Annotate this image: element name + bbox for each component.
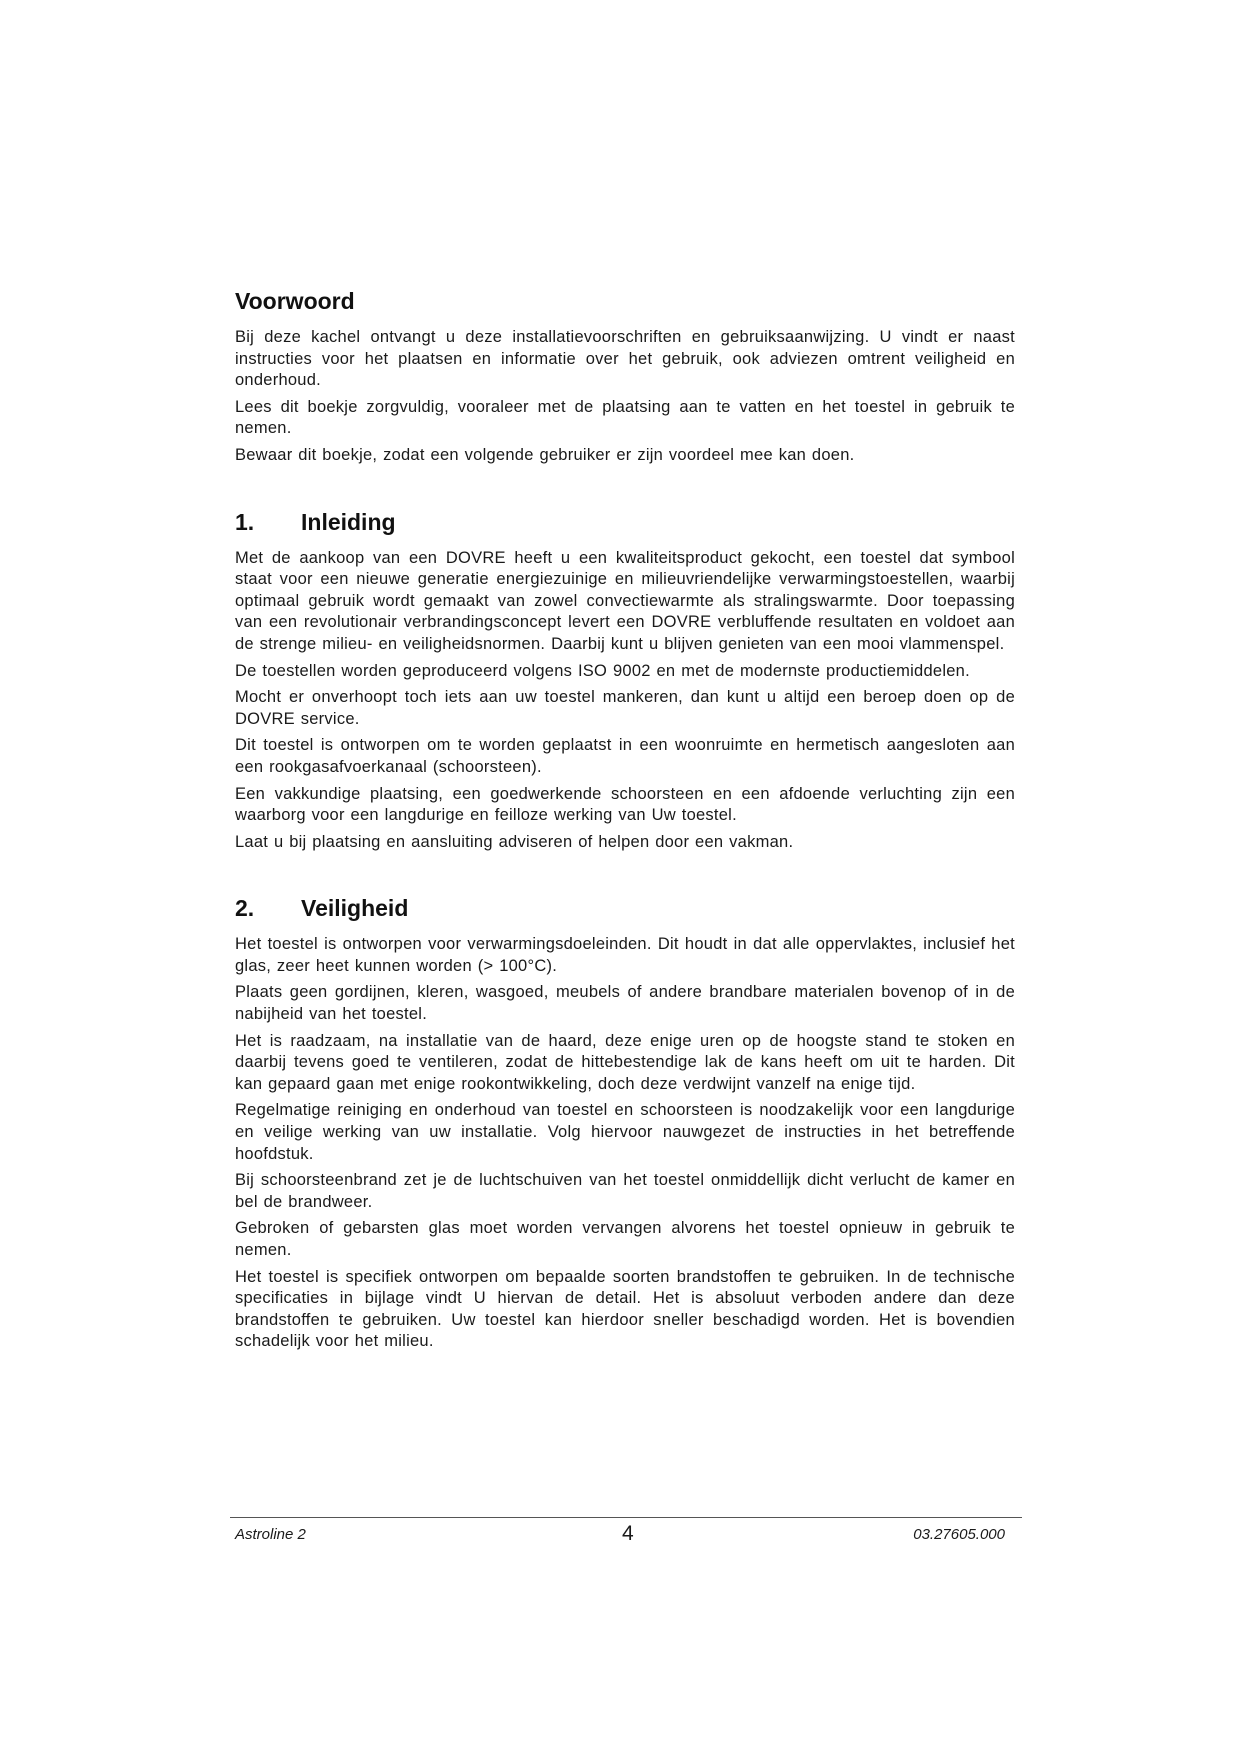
paragraph: Lees dit boekje zorgvuldig, vooraleer met de plaatsing aan te vatten en het toestel in gebruik te nemen. <box>235 397 1015 438</box>
heading-inleiding <box>235 509 1015 536</box>
heading-veiligheid <box>235 895 1015 922</box>
footer-divider <box>230 1517 1022 1518</box>
paragraph: De toestellen worden geproduceerd volgens ISO 9002 en met de modernste productiemiddelen. <box>235 661 970 680</box>
page-footer <box>235 1522 1005 1548</box>
paragraph: Bij deze kachel ontvangt u deze installatievoorschriften en gebruiksaanwijzing. U vindt er naast instructies voor het plaatsen en informatie over het gebruik, ook adviezen omtrent veiligheid en onderhoud. <box>235 328 1015 390</box>
footer-document-code: 03.27605.000 <box>913 1526 1005 1543</box>
footer-page-number: 4 <box>622 1522 634 1545</box>
paragraph: Gebroken of gebarsten glas moet worden vervangen alvorens het toestel opnieuw in gebruik te nemen. <box>235 1219 1015 1259</box>
heading-veiligheid-title: Veiligheid <box>301 895 409 922</box>
paragraph: Het toestel is specifiek ontworpen om bepaalde soorten brandstoffen te gebruiken. In de technische specificaties in bijlage vindt U hiervan de detail. Het is absoluut verboden andere dan deze brandstoffen te gebruiken. Uw toestel kan hierdoor sneller beschadigd worden. Het is bovendien schadelijk voor het milieu. <box>235 1267 1015 1351</box>
section-inleiding <box>235 509 1015 854</box>
section-veiligheid <box>235 895 1015 1353</box>
section-number: 1. <box>235 508 255 535</box>
paragraph: Bij schoorsteenbrand zet je de luchtschuiven van het toestel onmiddellijk dicht verlucht de kamer en bel de brandweer. <box>235 1171 1015 1211</box>
heading-inleiding-title: Inleiding <box>301 508 396 535</box>
paragraph: Plaats geen gordijnen, kleren, wasgoed, meubels of andere brandbare materialen bovenop of in de nabijheid van het toestel. <box>235 983 1015 1024</box>
paragraph: Met de aankoop van een DOVRE heeft u een kwaliteitsproduct gekocht, een toestel dat symbool staat voor een nieuwe generatie energiezuinige en milieuvriendelijke verwarmingstoestellen, waarbij optimaal gebruik wordt gemaakt van zowel convectiewarmte als stralingswarmte. Door toepassing van een revolutionair verbrandingsconcept levert een DOVRE verbluffende resultaten en voldoet aan de strenge milieu- en veiligheidsnormen. Daarbij kunt u blijven genieten van een mooi vlammenspel. <box>235 548 1015 653</box>
paragraph: Mocht er onverhoopt toch iets aan uw toestel mankeren, dan kunt u altijd een beroep doen op de DOVRE service. <box>235 688 1015 728</box>
page-content <box>235 288 1015 1358</box>
paragraph: Bewaar dit boekje, zodat een volgende gebruiker er zijn voordeel mee kan doen. <box>235 445 855 464</box>
section-number: 2. <box>235 895 255 922</box>
footer-product-name: Astroline 2 <box>235 1526 306 1543</box>
section-voorwoord <box>235 288 1015 467</box>
paragraph: Regelmatige reiniging en onderhoud van toestel en schoorsteen is noodzakelijk voor een langdurige en veilige werking van uw installatie. Volg hiervoor nauwgezet de instructies in het betreffende hoofdstuk. <box>235 1101 1015 1163</box>
paragraph: Het is raadzaam, na installatie van de haard, deze enige uren op de hoogste stand te stoken en daarbij tevens goed te ventileren, zodat de hittebestendige lak de kans heeft om uit te harden. Dit kan gepaard gaan met enige rookontwikkeling, doch deze verdwijnt vanzelf na enige tijd. <box>235 1031 1015 1093</box>
paragraph: Dit toestel is ontworpen om te worden geplaatst in een woonruimte en hermetisch aangesloten aan een rookgasafvoerkanaal (schoorsteen). <box>235 736 1015 776</box>
heading-voorwoord <box>235 288 1015 315</box>
paragraph: Een vakkundige plaatsing, een goedwerkende schoorsteen en een afdoende verluchting zijn een waarborg voor een langdurige en feilloze werking van Uw toestel. <box>235 784 1015 825</box>
heading-voorwoord-title: Voorwoord <box>235 288 355 314</box>
paragraph: Het toestel is ontworpen voor verwarmingsdoeleinden. Dit houdt in dat alle oppervlaktes, inclusief het glas, zeer heet kunnen worden (> 100°C). <box>235 935 1015 975</box>
paragraph: Laat u bij plaatsing en aansluiting adviseren of helpen door een vakman. <box>235 832 794 851</box>
